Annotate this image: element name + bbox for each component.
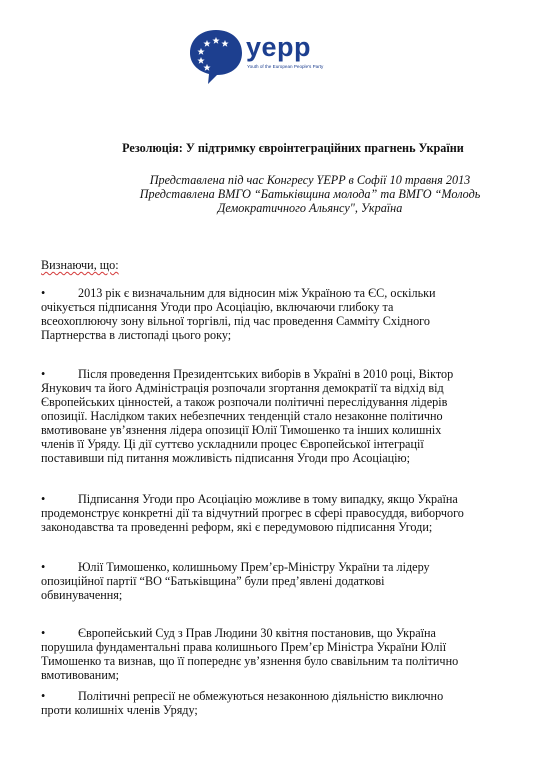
recital-line: Тимошенко та визнав, що її попереднє ув’язнення було свавільним та політично bbox=[41, 654, 459, 668]
recital-line: Партнерства в листопаді цього року; bbox=[41, 328, 232, 342]
presented-line: Представлена ВМГО “Батьківщина молода” та ВМГО “Молодь bbox=[139, 187, 481, 201]
recital-line: вмотивованим; bbox=[41, 668, 119, 682]
presented-line: Представлена під час Конгресу YEPP в Софії 10 травня 2013 bbox=[149, 173, 471, 187]
recital-line: опозиції. Наслідком таких небезпечних тенденцій стало незаконне політично bbox=[41, 409, 443, 423]
yepp-logo bbox=[186, 26, 356, 86]
recital-line: членів її Уряду. Ці дії суттєво ускладнили процес Європейської інтеграції bbox=[41, 437, 424, 451]
intro-line: Визнаючи, що: bbox=[41, 258, 119, 272]
recital-line: вмотивоване ув’язнення лідера опозиції Юлії Тимошенко та інших колишніх bbox=[41, 423, 442, 437]
speech-bubble-stars-icon bbox=[186, 26, 246, 86]
recital-line: проти колишніх членів Уряду; bbox=[41, 703, 198, 717]
recital-line: порушила фундаментальні права колишнього Прем’єр Міністра України Юлії bbox=[41, 640, 447, 654]
presented-by-block bbox=[90, 173, 530, 215]
recital-item bbox=[41, 367, 531, 465]
recital-line: продемонструє конкретні дії та відчутний прогрес в сфері правосуддя, виборчого bbox=[41, 506, 464, 520]
recital-item bbox=[41, 560, 531, 602]
recital-line: обвинувачення; bbox=[41, 588, 123, 602]
bullet-icon: • bbox=[41, 286, 46, 300]
recital-line: Підписання Угоди про Асоціацію можливе в тому випадку, якщо Україна bbox=[78, 492, 458, 506]
recital-item bbox=[41, 626, 531, 682]
recital-line: Янукович та його Адміністрація розпочали згортання демократії та відхід від bbox=[41, 381, 444, 395]
recital-line: опозиційної партії “ВО “Батьківщина” були пред’явлені додаткові bbox=[41, 574, 385, 588]
bullet-icon: • bbox=[41, 626, 46, 640]
recital-line: Юлії Тимошенко, колишньому Прем’єр-Міністру України та лідеру bbox=[78, 560, 430, 574]
bullet-icon: • bbox=[41, 492, 46, 506]
bullet-icon: • bbox=[41, 560, 46, 574]
logo-wordmark: yepp bbox=[246, 32, 312, 62]
logo-tagline: Youth of the European People's Party bbox=[247, 64, 324, 69]
recital-line: Європейський Суд з Прав Людини 30 квітня постановив, що Україна bbox=[78, 626, 436, 640]
recital-line: 2013 рік є визначальним для відносин між Україною та ЄС, оскільки bbox=[78, 286, 436, 300]
recital-line: Європейських цінностей, а також розпочали політичні переслідування лідерів bbox=[41, 395, 448, 409]
presented-line: Демократичного Альянсу", Україна bbox=[217, 201, 403, 215]
recital-line: всеохоплюючу зону вільної торгівлі, під час проведення Самміту Східного bbox=[41, 314, 430, 328]
recital-item bbox=[41, 689, 531, 717]
bullet-icon: • bbox=[41, 367, 46, 381]
recital-item bbox=[41, 286, 531, 342]
recital-line: поставивши під питання можливість підписання Угоди про Асоціацію; bbox=[41, 451, 411, 465]
recital-line: очікується підписання Угоди про Асоціацію, включаючи глибоку та bbox=[41, 300, 394, 314]
recital-line: Після проведення Президентських виборів в Україні в 2010 році, Віктор bbox=[78, 367, 454, 381]
recital-item bbox=[41, 492, 531, 534]
bullet-icon: • bbox=[41, 689, 46, 703]
recital-line: законодавства та проведенні реформ, які є передумовою підписання Угоди; bbox=[41, 520, 433, 534]
recital-line: Політичні репресії не обмежуються незаконною діяльністю виключно bbox=[78, 689, 444, 703]
resolution-title: Резолюція: У підтримку євроінтеграційних прагнень України bbox=[122, 141, 464, 155]
